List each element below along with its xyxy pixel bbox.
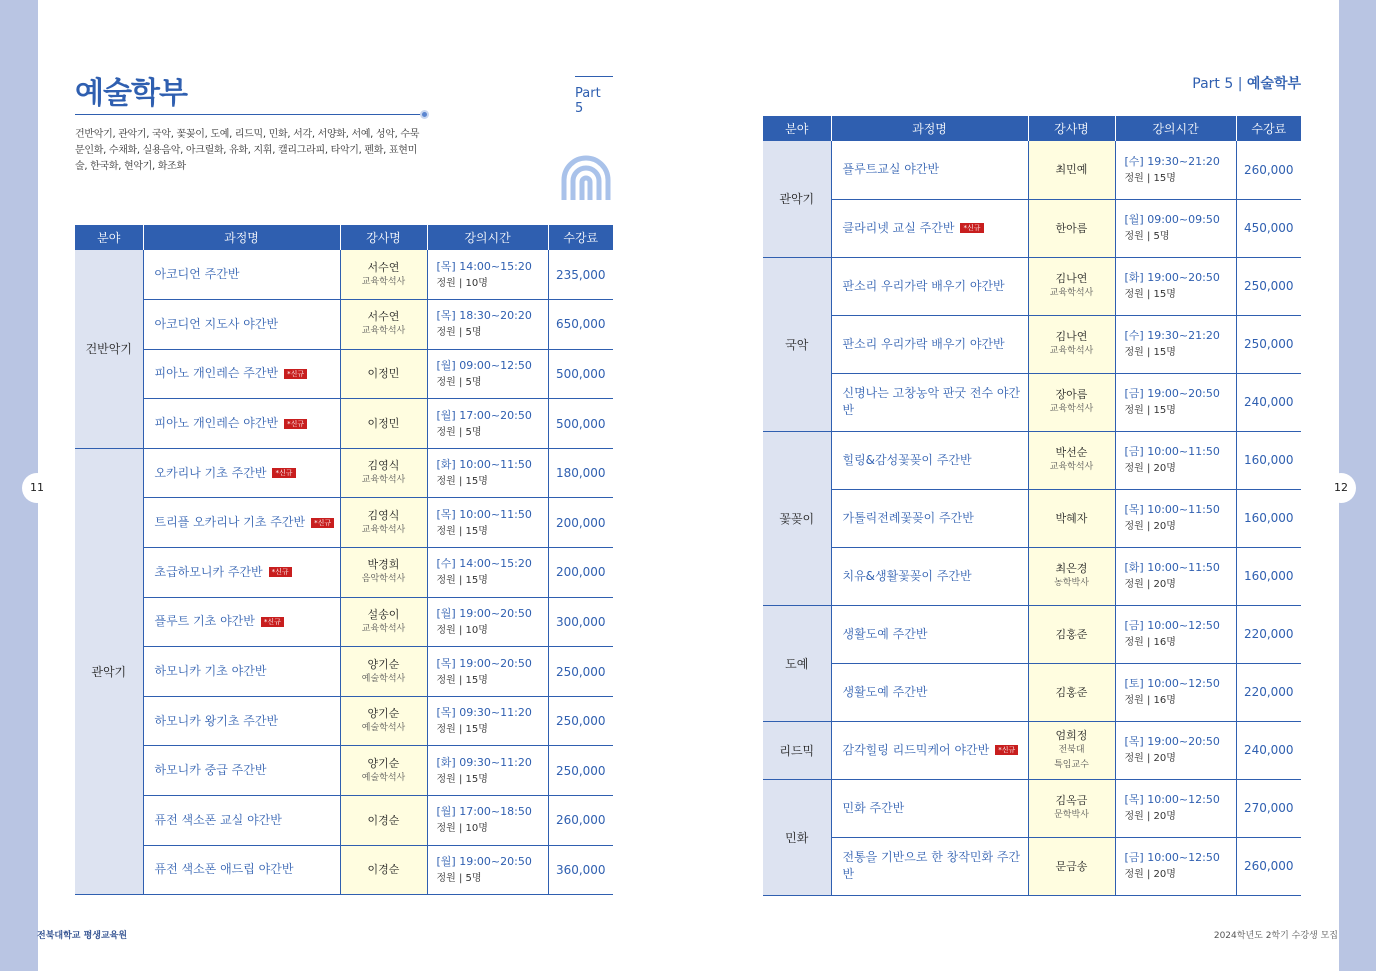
capacity: 정원 | 15명 xyxy=(1124,172,1176,184)
instructor-title: 교육학석사 xyxy=(361,524,406,535)
course-name: 퓨전 색소폰 애드립 야간반 xyxy=(154,862,294,877)
fee-cell: 220,000 xyxy=(1236,663,1301,721)
course-name: 가톨릭전례꽃꽂이 주간반 xyxy=(842,510,974,525)
course-name: 아코디언 지도사 야간반 xyxy=(154,316,279,331)
table-row xyxy=(763,199,1301,257)
fee-cell: 200,000 xyxy=(548,548,613,598)
instructor-name: 문금송 xyxy=(1055,859,1088,873)
course-name: 초급하모니카 주간반 xyxy=(154,564,263,579)
column-header: 강의시간 xyxy=(1115,116,1236,141)
instructor-title: 음악학석사 xyxy=(361,574,406,585)
instructor-title: 문학박사 xyxy=(1054,810,1089,820)
instructor-title: 예술학석사 xyxy=(361,673,406,684)
fee-cell: 360,000 xyxy=(548,845,613,895)
new-badge: *신규 xyxy=(284,419,307,429)
capacity: 정원 | 15명 xyxy=(1124,347,1176,358)
course-name: 클라리넷 교실 주간반 xyxy=(842,220,955,235)
instructor-name: 김옥금 xyxy=(1055,794,1088,807)
table-row xyxy=(75,300,613,350)
instructor-cell xyxy=(1028,199,1115,257)
instructor-cell xyxy=(1028,837,1115,895)
column-header: 과정명 xyxy=(831,116,1028,141)
table-row xyxy=(75,647,613,697)
schedule-time: [금] 10:00~12:50 xyxy=(1124,619,1220,632)
course-name: 퓨전 색소폰 교실 야간반 xyxy=(154,812,282,827)
course-name: 하모니카 왕기초 주간반 xyxy=(154,713,279,728)
course-cell xyxy=(143,399,340,449)
capacity: 정원 | 15명 xyxy=(1124,289,1176,300)
course-table-right xyxy=(763,116,1301,896)
instructor-title: 교육학석사 xyxy=(361,623,406,634)
fee-cell: 180,000 xyxy=(548,448,613,498)
schedule-cell xyxy=(427,845,548,895)
course-cell xyxy=(831,721,1028,779)
course-name: 아코디언 주간반 xyxy=(154,267,240,282)
schedule-time: [금] 19:00~20:50 xyxy=(1124,387,1220,400)
fee-cell: 450,000 xyxy=(1236,199,1301,257)
part-header xyxy=(1192,73,1301,93)
table-row xyxy=(75,746,613,796)
course-name: 판소리 우리가락 배우기 야간반 xyxy=(842,336,1005,351)
capacity: 정원 | 20명 xyxy=(1124,869,1176,880)
course-name: 전통을 기반으로 한 창작민화 주간반 xyxy=(842,850,1021,881)
course-cell xyxy=(831,837,1028,895)
category-cell: 관악기 xyxy=(763,141,831,257)
schedule-time: [목] 10:00~11:50 xyxy=(436,507,532,521)
schedule-cell xyxy=(427,647,548,697)
fee-cell: 500,000 xyxy=(548,349,613,399)
course-cell xyxy=(831,663,1028,721)
column-header: 수강료 xyxy=(1236,116,1301,141)
schedule-time: [월] 17:00~20:50 xyxy=(436,408,532,422)
course-cell xyxy=(143,746,340,796)
schedule-time: [월] 09:00~12:50 xyxy=(436,358,532,372)
instructor-title: 교육학석사 xyxy=(361,475,406,486)
instructor-name: 양기순 xyxy=(367,707,400,721)
left-page xyxy=(38,0,688,971)
table-row xyxy=(763,257,1301,315)
table-row xyxy=(75,845,613,895)
course-name: 치유&생활꽃꽂이 주간반 xyxy=(842,568,972,583)
part-label: Part 5 xyxy=(575,76,613,116)
instructor-cell xyxy=(340,647,427,697)
right-page xyxy=(688,0,1339,971)
table-row xyxy=(763,141,1301,199)
instructor-cell xyxy=(340,498,427,548)
category-cell: 민화 xyxy=(763,779,831,895)
instructor-name: 김영식 xyxy=(367,459,400,473)
instructor-name: 설송이 xyxy=(367,607,400,621)
course-name: 하모니카 중급 주간반 xyxy=(154,763,267,778)
capacity: 정원 | 20명 xyxy=(1124,463,1176,474)
course-cell xyxy=(831,141,1028,199)
instructor-cell xyxy=(340,796,427,846)
instructor-title: 교육학석사 xyxy=(361,326,406,337)
schedule-cell xyxy=(1115,199,1236,257)
schedule-cell xyxy=(1115,315,1236,373)
fee-cell: 250,000 xyxy=(548,696,613,746)
capacity: 정원 | 5명 xyxy=(436,872,482,884)
instructor-cell xyxy=(340,548,427,598)
category-cell: 도예 xyxy=(763,605,831,721)
schedule-time: [목] 10:00~12:50 xyxy=(1124,793,1220,806)
course-cell xyxy=(831,489,1028,547)
instructor-name: 이정민 xyxy=(367,367,400,381)
instructor-cell xyxy=(340,845,427,895)
column-header: 과정명 xyxy=(143,225,340,250)
fee-cell: 240,000 xyxy=(1236,721,1301,779)
schedule-cell xyxy=(427,746,548,796)
footer-institution: 전북대학교 평생교육원 xyxy=(37,931,128,941)
fee-cell: 160,000 xyxy=(1236,431,1301,489)
schedule-time: [목] 09:30~11:20 xyxy=(436,706,532,720)
table-row xyxy=(763,663,1301,721)
instructor-name: 김홍준 xyxy=(1055,627,1088,641)
instructor-title: 전북대 특임교수 xyxy=(1054,744,1089,770)
instructor-cell xyxy=(340,746,427,796)
schedule-time: [수] 19:30~21:20 xyxy=(1124,329,1220,342)
course-name: 생활도예 주간반 xyxy=(842,684,928,699)
column-header: 분야 xyxy=(75,225,143,250)
instructor-cell xyxy=(1028,141,1115,199)
footer-semester: 2024학년도 2학기 수강생 모집 xyxy=(1213,931,1338,941)
new-badge: *신규 xyxy=(272,468,295,478)
course-cell xyxy=(143,250,340,300)
instructor-title: 교육학석사 xyxy=(1049,404,1094,414)
instructor-name: 양기순 xyxy=(367,657,400,671)
course-name: 감각힐링 리드믹케어 야간반 xyxy=(842,742,990,757)
course-cell xyxy=(143,548,340,598)
instructor-name: 한아름 xyxy=(1055,221,1088,235)
schedule-cell xyxy=(427,349,548,399)
schedule-time: [화] 09:30~11:20 xyxy=(436,755,532,769)
category-cell: 국악 xyxy=(763,257,831,431)
instructor-cell xyxy=(340,349,427,399)
schedule-time: [목] 10:00~11:50 xyxy=(1124,503,1220,516)
course-name: 하모니카 기초 야간반 xyxy=(154,664,267,679)
schedule-cell xyxy=(427,597,548,647)
instructor-cell xyxy=(1028,779,1115,837)
capacity: 정원 | 15명 xyxy=(436,674,488,686)
instructor-name: 엄희정 xyxy=(1055,728,1088,742)
fee-cell: 650,000 xyxy=(548,300,613,350)
new-badge: *신규 xyxy=(261,617,284,627)
capacity: 정원 | 20명 xyxy=(1124,579,1176,590)
instructor-title: 교육학석사 xyxy=(361,276,406,287)
schedule-time: [목] 19:00~20:50 xyxy=(436,656,532,670)
instructor-name: 이경순 xyxy=(367,863,400,877)
fee-cell: 300,000 xyxy=(548,597,613,647)
fee-cell: 260,000 xyxy=(548,796,613,846)
schedule-time: [화] 19:00~20:50 xyxy=(1124,271,1220,284)
capacity: 정원 | 10명 xyxy=(436,277,488,289)
schedule-time: [월] 17:00~18:50 xyxy=(436,805,532,819)
column-header: 분야 xyxy=(763,116,831,141)
instructor-name: 이정민 xyxy=(367,417,400,431)
schedule-cell xyxy=(1115,779,1236,837)
table-row xyxy=(75,250,613,300)
capacity: 정원 | 10명 xyxy=(436,823,488,835)
schedule-time: [금] 10:00~12:50 xyxy=(1124,851,1220,864)
instructor-name: 박혜자 xyxy=(1055,511,1088,525)
schedule-time: [목] 14:00~15:20 xyxy=(436,259,532,273)
capacity: 정원 | 15명 xyxy=(1124,405,1176,416)
new-badge: *신규 xyxy=(269,567,292,577)
capacity: 정원 | 5명 xyxy=(436,426,482,438)
course-name: 생활도예 주간반 xyxy=(842,626,928,641)
schedule-time: [화] 10:00~11:50 xyxy=(436,458,532,472)
instructor-cell xyxy=(340,448,427,498)
instructor-cell xyxy=(1028,431,1115,489)
instructor-cell xyxy=(340,250,427,300)
instructor-name: 박선순 xyxy=(1055,446,1088,459)
course-cell xyxy=(143,300,340,350)
fee-cell: 250,000 xyxy=(548,647,613,697)
instructor-cell xyxy=(340,696,427,746)
schedule-time: [월] 19:00~20:50 xyxy=(436,606,532,620)
schedule-cell xyxy=(1115,257,1236,315)
instructor-name: 이경순 xyxy=(367,813,400,827)
capacity: 정원 | 5명 xyxy=(436,376,482,388)
schedule-time: [수] 14:00~15:20 xyxy=(436,557,532,571)
schedule-time: [월] 09:00~09:50 xyxy=(1124,213,1220,226)
instructor-title: 예술학석사 xyxy=(361,772,406,783)
fee-cell: 250,000 xyxy=(1236,315,1301,373)
capacity: 정원 | 20명 xyxy=(1124,753,1176,764)
title-underline xyxy=(75,114,427,115)
instructor-name: 최민예 xyxy=(1055,163,1088,177)
category-cell: 관악기 xyxy=(75,448,143,894)
schedule-cell xyxy=(1115,141,1236,199)
table-row xyxy=(763,547,1301,605)
part-title: 예술학부 xyxy=(1246,76,1301,92)
schedule-cell xyxy=(427,696,548,746)
instructor-cell xyxy=(340,399,427,449)
course-name: 피아노 개인레슨 야간반 xyxy=(154,416,279,431)
table-header xyxy=(763,116,1301,141)
fee-cell: 220,000 xyxy=(1236,605,1301,663)
schedule-time: [금] 10:00~11:50 xyxy=(1124,445,1220,458)
fee-cell: 240,000 xyxy=(1236,373,1301,431)
course-cell xyxy=(143,796,340,846)
instructor-name: 양기순 xyxy=(367,756,400,770)
instructor-cell xyxy=(1028,373,1115,431)
capacity: 정원 | 15명 xyxy=(436,476,488,488)
course-cell xyxy=(831,257,1028,315)
new-badge: *신규 xyxy=(311,518,334,528)
table-row xyxy=(763,373,1301,431)
schedule-cell xyxy=(427,300,548,350)
new-badge: *신규 xyxy=(960,223,983,233)
instructor-cell xyxy=(340,597,427,647)
instructor-cell xyxy=(1028,257,1115,315)
page-number-right: 12 xyxy=(1326,473,1356,503)
course-cell xyxy=(831,547,1028,605)
course-cell xyxy=(831,605,1028,663)
schedule-cell xyxy=(427,796,548,846)
fee-cell: 160,000 xyxy=(1236,489,1301,547)
table-row xyxy=(75,349,613,399)
course-cell xyxy=(143,597,340,647)
instructor-name: 서수연 xyxy=(367,260,400,274)
arch-decoration-icon xyxy=(560,154,612,200)
capacity: 정원 | 16명 xyxy=(1124,637,1176,648)
instructor-name: 김나연 xyxy=(1055,272,1088,285)
course-cell xyxy=(143,647,340,697)
schedule-cell xyxy=(1115,431,1236,489)
schedule-time: [화] 10:00~11:50 xyxy=(1124,561,1220,574)
schedule-time: [월] 19:00~20:50 xyxy=(436,854,532,868)
schedule-time: [토] 10:00~12:50 xyxy=(1124,677,1220,690)
capacity: 정원 | 5명 xyxy=(1124,231,1170,242)
course-name: 판소리 우리가락 배우기 야간반 xyxy=(842,278,1005,293)
table-row xyxy=(763,605,1301,663)
part-label: Part 5 | xyxy=(1192,76,1247,92)
fee-cell: 260,000 xyxy=(1236,837,1301,895)
new-badge: *신규 xyxy=(995,745,1018,755)
capacity: 정원 | 10명 xyxy=(436,624,488,636)
instructor-cell xyxy=(1028,721,1115,779)
instructor-cell xyxy=(1028,547,1115,605)
schedule-time: [수] 19:30~21:20 xyxy=(1124,154,1220,168)
course-cell xyxy=(143,498,340,548)
subject-list: 건반악기, 관악기, 국악, 꽃꽂이, 도예, 리드믹, 민화, 서각, 서양화, 서예, 성악, 수묵문인화, 수채화, 실용음악, 아크릴화, 유화, 지휘, 캘리그라피, 타악기, 펜화, 표현미술, 한국화, 현악기, 화조화 xyxy=(75,129,420,172)
instructor-name: 장아름 xyxy=(1055,388,1088,401)
schedule-cell xyxy=(1115,373,1236,431)
course-cell xyxy=(143,448,340,498)
instructor-title: 교육학석사 xyxy=(1049,288,1094,298)
column-header: 수강료 xyxy=(548,225,613,250)
schedule-cell xyxy=(1115,605,1236,663)
table-row xyxy=(75,448,613,498)
capacity: 정원 | 15명 xyxy=(436,575,488,587)
table-row xyxy=(763,837,1301,895)
schedule-cell xyxy=(427,448,548,498)
table-row xyxy=(75,399,613,449)
instructor-name: 김영식 xyxy=(367,508,400,522)
table-row xyxy=(75,696,613,746)
table-header xyxy=(75,225,613,250)
schedule-cell xyxy=(1115,721,1236,779)
capacity: 정원 | 5명 xyxy=(436,327,482,339)
capacity: 정원 | 15명 xyxy=(436,773,488,785)
instructor-title: 농학박사 xyxy=(1054,578,1089,588)
course-name: 오카리나 기초 주간반 xyxy=(154,465,267,480)
table-row xyxy=(763,315,1301,373)
instructor-title: 교육학석사 xyxy=(1049,462,1094,472)
category-cell: 꽃꽂이 xyxy=(763,431,831,605)
instructor-cell xyxy=(1028,315,1115,373)
table-row xyxy=(75,548,613,598)
instructor-cell xyxy=(1028,489,1115,547)
fee-cell: 500,000 xyxy=(548,399,613,449)
new-badge: *신규 xyxy=(284,369,307,379)
instructor-cell xyxy=(340,300,427,350)
capacity: 정원 | 20명 xyxy=(1124,521,1176,532)
fee-cell: 250,000 xyxy=(548,746,613,796)
page-number-left: 11 xyxy=(22,473,52,503)
course-name: 힐링&감성꽃꽂이 주간반 xyxy=(842,452,972,467)
instructor-name: 최은경 xyxy=(1055,562,1088,575)
fee-cell: 200,000 xyxy=(548,498,613,548)
course-cell xyxy=(831,199,1028,257)
course-cell xyxy=(831,431,1028,489)
fee-cell: 160,000 xyxy=(1236,547,1301,605)
fee-cell: 250,000 xyxy=(1236,257,1301,315)
schedule-time: [목] 18:30~20:20 xyxy=(436,309,532,323)
title-dot-icon xyxy=(420,110,429,119)
course-cell xyxy=(831,315,1028,373)
fee-cell: 235,000 xyxy=(548,250,613,300)
schedule-cell xyxy=(1115,547,1236,605)
schedule-cell xyxy=(1115,489,1236,547)
capacity: 정원 | 20명 xyxy=(1124,811,1176,822)
course-name: 플루트 기초 야간반 xyxy=(154,614,255,629)
course-name: 피아노 개인레슨 주간반 xyxy=(154,366,279,381)
table-row xyxy=(75,498,613,548)
course-table-left xyxy=(75,225,613,895)
course-name: 트리플 오카리나 기초 주간반 xyxy=(154,515,306,530)
instructor-title: 예술학석사 xyxy=(361,723,406,734)
course-cell xyxy=(831,779,1028,837)
course-name: 민화 주간반 xyxy=(842,800,905,815)
schedule-cell xyxy=(1115,837,1236,895)
table-row xyxy=(763,779,1301,837)
capacity: 정원 | 16명 xyxy=(1124,695,1176,706)
schedule-cell xyxy=(427,399,548,449)
category-cell: 리드믹 xyxy=(763,721,831,779)
course-cell xyxy=(143,845,340,895)
column-header: 강사명 xyxy=(1028,116,1115,141)
course-name: 신명나는 고창농악 판굿 전수 야간반 xyxy=(842,386,1021,417)
instructor-cell xyxy=(1028,663,1115,721)
instructor-cell xyxy=(1028,605,1115,663)
instructor-name: 김홍준 xyxy=(1055,685,1088,699)
table-row xyxy=(763,721,1301,779)
instructor-name: 박경희 xyxy=(367,558,400,572)
category-cell: 건반악기 xyxy=(75,250,143,448)
instructor-name: 김나연 xyxy=(1055,330,1088,343)
capacity: 정원 | 15명 xyxy=(436,724,488,736)
table-row xyxy=(763,489,1301,547)
table-row xyxy=(763,431,1301,489)
column-header: 강의시간 xyxy=(427,225,548,250)
page-title: 예술학부 xyxy=(75,76,187,111)
table-row xyxy=(75,597,613,647)
table-row xyxy=(75,796,613,846)
fee-cell: 260,000 xyxy=(1236,141,1301,199)
instructor-title: 교육학석사 xyxy=(1049,346,1094,356)
schedule-cell xyxy=(427,498,548,548)
column-header: 강사명 xyxy=(340,225,427,250)
course-name: 플루트교실 야간반 xyxy=(842,162,940,177)
course-cell xyxy=(831,373,1028,431)
course-cell xyxy=(143,696,340,746)
fee-cell: 270,000 xyxy=(1236,779,1301,837)
capacity: 정원 | 15명 xyxy=(436,525,488,537)
schedule-cell xyxy=(427,548,548,598)
course-cell xyxy=(143,349,340,399)
schedule-cell xyxy=(427,250,548,300)
schedule-time: [목] 19:00~20:50 xyxy=(1124,735,1220,748)
schedule-cell xyxy=(1115,663,1236,721)
instructor-name: 서수연 xyxy=(367,310,400,324)
